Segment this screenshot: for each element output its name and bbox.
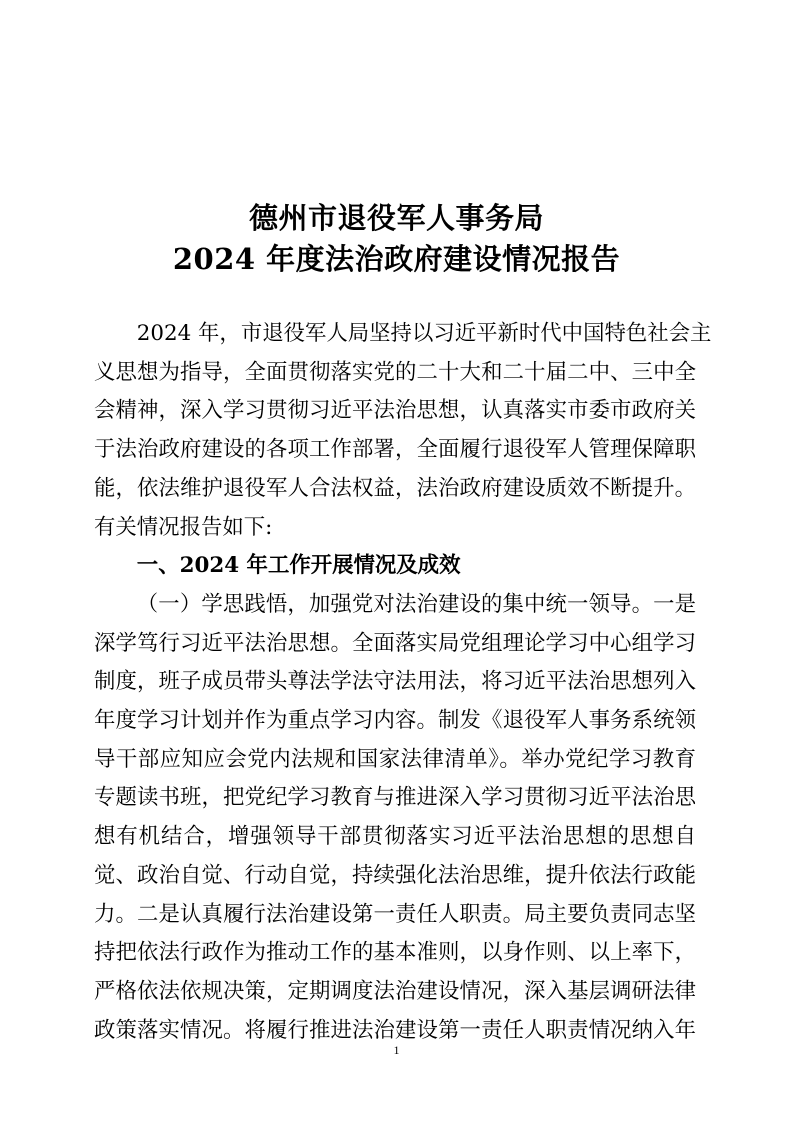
text-line: 义思想为指导，全面贯彻落实党的二十大和二十届二中、三中全 bbox=[94, 359, 696, 385]
paragraph-intro bbox=[94, 315, 712, 547]
document-body bbox=[94, 315, 712, 1050]
text-line: 力。二是认真履行法治建设第一责任人职责。局主要负责同志坚 bbox=[94, 901, 696, 927]
text-line: 想有机结合，增强领导干部贯彻落实习近平法治思想的思想自 bbox=[94, 824, 696, 850]
text-line: 严格依法依规决策，定期调度法治建设情况，深入基层调研法律 bbox=[94, 978, 696, 1004]
text-line: 年度学习计划并作为重点学习内容。制发《退役军人事务系统领 bbox=[94, 708, 696, 734]
document-title-line1: 德州市退役军人事务局 bbox=[248, 201, 544, 235]
text-line: 专题读书班，把党纪学习教育与推进深入学习贯彻习近平法治思 bbox=[94, 785, 696, 811]
text-line: 于法治政府建设的各项工作部署，全面履行退役军人管理保障职 bbox=[94, 437, 696, 463]
text-line: 制度，班子成员带头尊法学法守法用法，将习近平法治思想列入 bbox=[94, 669, 696, 695]
text-line: 2024 年，市退役军人局坚持以习近平新时代中国特色社会主 bbox=[136, 321, 712, 346]
text-line: （一）学思践悟，加强党对法治建设的集中统一领导。一是 bbox=[136, 591, 696, 617]
text-line: 会精神，深入学习贯彻习近平法治思想，认真落实市委市政府关 bbox=[94, 398, 696, 424]
text-line: 深学笃行习近平法治思想。全面落实局党组理论学习中心组学习 bbox=[94, 630, 696, 656]
page-number: 1 bbox=[393, 1043, 400, 1057]
text-line: 持把依法行政作为推动工作的基本准则，以身作则、以上率下， bbox=[94, 940, 696, 966]
paragraph-section1 bbox=[94, 586, 696, 1050]
document-title-line2: 2024 年度法治政府建设情况报告 bbox=[172, 242, 621, 276]
text-line: 有关情况报告如下: bbox=[94, 514, 273, 540]
text-line: 觉、政治自觉、行动自觉，持续强化法治思维，提升依法行政能 bbox=[94, 862, 696, 888]
text-line: 政策落实情况。将履行推进法治建设第一责任人职责情况纳入年 bbox=[94, 1017, 696, 1043]
text-line: 能，依法维护退役军人合法权益，法治政府建设质效不断提升。 bbox=[94, 475, 696, 501]
section-heading: 一、2024 年工作开展情况及成效 bbox=[136, 553, 461, 579]
text-line: 导干部应知应会党内法规和国家法律清单》。举办党纪学习教育 bbox=[94, 746, 696, 772]
